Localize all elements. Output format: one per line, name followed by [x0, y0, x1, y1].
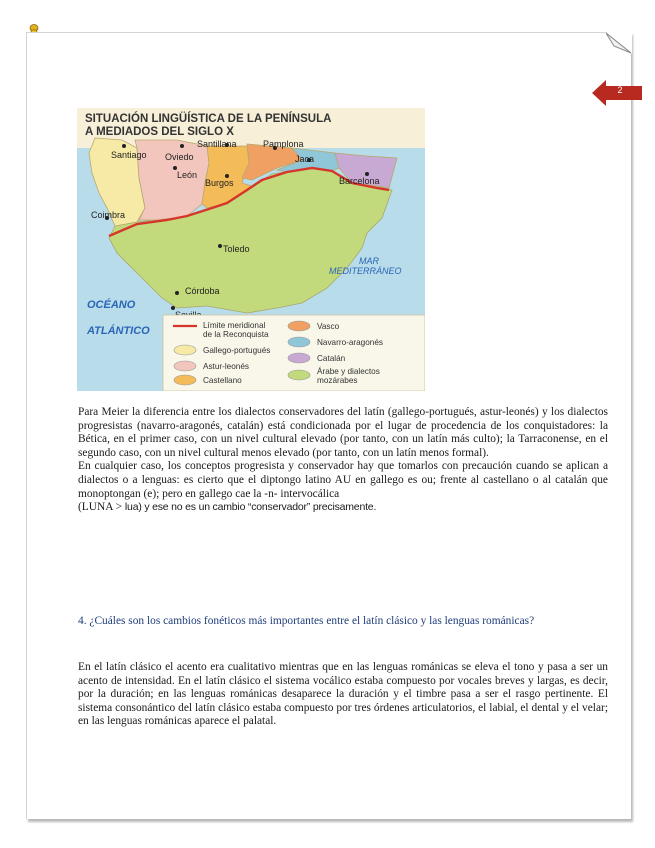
document-page: [26, 32, 631, 819]
paragraph-precaucion: En cualquier caso, los conceptos progresista y conservador hay que tomarlos con precaución cuando se aplican a dialectos o a lenguas: es cierto que el diptongo latino AU en gallego es ou; frente al castellano o al catalán que monoptongan (e); pero en gallego cae la -n- intervocálica: [78, 460, 608, 500]
legend-limit-1: Límite meridional: [203, 321, 266, 330]
city-label: Santillana: [197, 139, 237, 149]
city-label: Oviedo: [165, 152, 194, 162]
city-label: Barcelona: [339, 176, 380, 186]
city-label: Coimbra: [91, 210, 126, 220]
legend-astur: Astur-leonés: [203, 362, 249, 371]
legend-catalan: Catalán: [317, 354, 346, 363]
legend-navarro: Navarro-aragonés: [317, 338, 383, 347]
sea-label-mediterraneo: MEDITERRÁNEO: [329, 266, 402, 276]
legend-arabe-2: mozárabes: [317, 376, 358, 385]
map-title-line1: SITUACIÓN LINGÜÍSTICA DE LA PENÍNSULA: [85, 113, 332, 125]
city-label: Pamplona: [263, 139, 304, 149]
peninsula-language-map: [77, 108, 425, 391]
page-corner-fold-icon: [606, 32, 632, 54]
legend-arabe-1: Árabe y dialectos: [317, 367, 380, 376]
sea-label-mar: MAR: [359, 256, 379, 266]
page-number-tab[interactable]: [592, 80, 642, 111]
paragraph-last-line: (LUNA > lua) y ese no es un cambio “conservador” precisamente.: [78, 501, 377, 514]
city-label: Santiago: [111, 150, 147, 160]
legend-vasco: Vasco: [317, 322, 340, 331]
paragraph-cambios-foneticos: En el latín clásico el acento era cualitativo mientras que en las lenguas románicas se eleva el tono y pasa a ser un acento de intensidad. En el latín clásico el sistema vocálico estaba compuesto por vocales breves y largas, es decir, por la duración; en las lenguas románicas desaparece la duración y el timbre pasa a ser el rasgo pertinente. El sistema consonántico del latín clásico estaba compuesto por tres órdenes articulatorios, el labial, el dental y el velar; en las lenguas románicas aparece el palatal.: [78, 661, 608, 728]
paragraph-meier: Para Meier la diferencia entre los dialectos conservadores del latín (gallego-portugués, astur-leonés) y los dialectos progresistas (navarro-aragonés, catalán) está condicionada por el lugar de procedencia de los conquistadores: la Bética, en el primer caso, con un nivel cultural elevado (por tanto, con un latín más culto); la Tarraconense, en el segundo caso, con un nivel cultural menos elevado (por tanto, con un latín menos formal).: [78, 406, 608, 459]
body-text-block-1: [78, 406, 608, 515]
map-title-line2: A MEDIADOS DEL SIGLO X: [85, 126, 234, 138]
city-label: León: [177, 170, 198, 180]
ocean-label-2: ATLÁNTICO: [87, 325, 150, 337]
city-label: Toledo: [223, 244, 250, 254]
city-label: Burgos: [205, 178, 234, 188]
page-number: 2: [617, 85, 623, 95]
legend-castellano: Castellano: [203, 376, 242, 385]
city-label: Jaca: [295, 154, 315, 164]
legend-limit-2: de la Reconquista: [203, 330, 269, 339]
legend-gallego: Gallego-portugués: [203, 346, 271, 355]
section-heading-4: 4. ¿Cuáles son los cambios fonéticos más importantes entre el latín clásico y las lenguas románicas?: [78, 615, 535, 627]
city-label: Córdoba: [185, 286, 220, 296]
ocean-label-1: OCÉANO: [87, 299, 136, 311]
